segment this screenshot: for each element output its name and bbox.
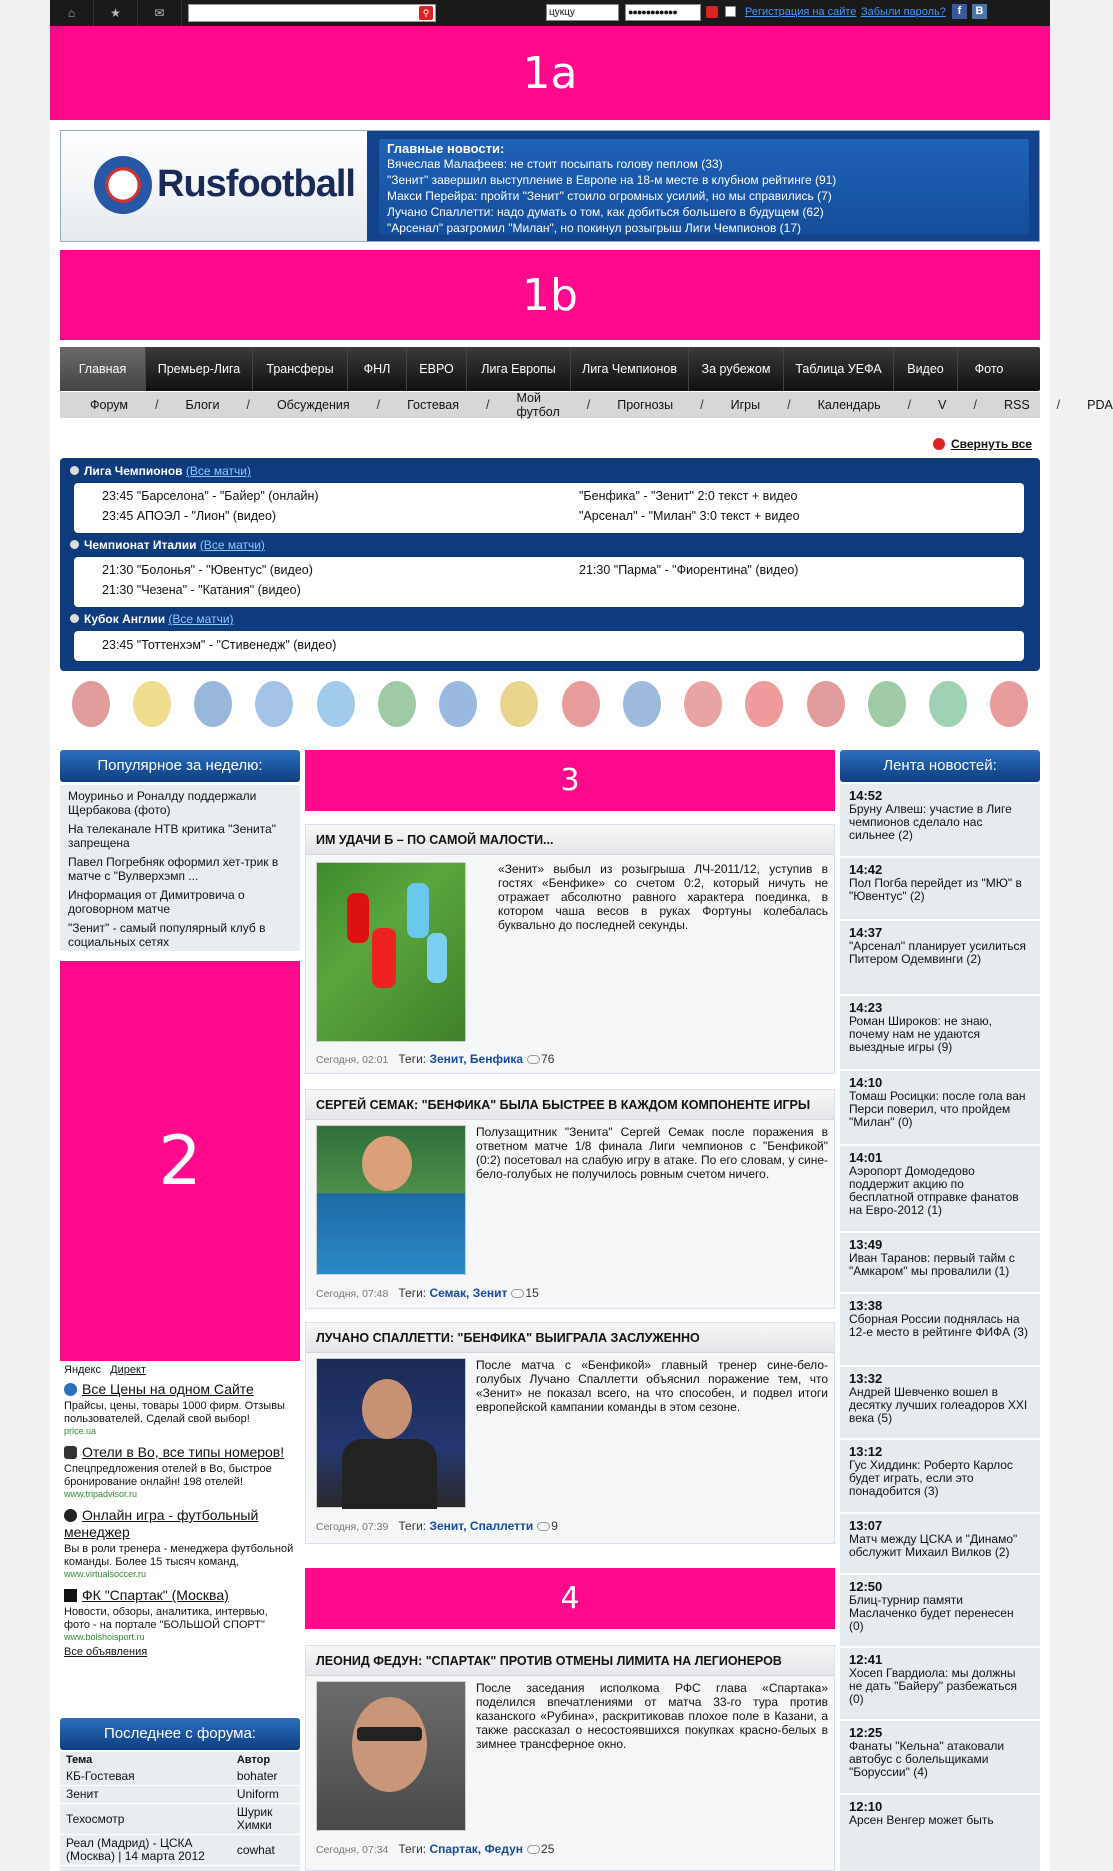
tags-label: Теги: [398,1842,427,1856]
team-logo-icon[interactable] [990,681,1028,727]
ad-block [60,1436,300,1499]
toggle-icon [70,614,79,623]
price-logo-icon [64,1383,77,1396]
feed-item[interactable]: 12:10 Арсен Венгер может быть [840,1795,1040,1871]
team-logo-icon[interactable] [439,681,477,727]
search-icon[interactable]: ⚲ [419,6,433,20]
ad-banner-2[interactable]: 2 [60,961,300,1361]
ad-url[interactable]: www.tripadvisor.ru [64,1489,138,1499]
main-news-item[interactable]: Вячеслав Малафеев: не стоит посыпать голову пеплом (33) [387,157,723,171]
ad-banner-3[interactable]: 3 [305,750,835,811]
article-title[interactable]: ЛУЧАНО СПАЛЛЕТТИ: "БЕНФИКА" ВЫИГРАЛА ЗАСЛУЖЕННО [306,1323,834,1353]
main-news-title: Главные новости: [387,141,505,156]
subnav-item-games[interactable]: Игры [730,398,761,412]
feed-item[interactable]: 12:41 Хосеп Гвардиола: мы должны не дать "Байеру" разбежаться (0) [840,1648,1040,1719]
forum-topic[interactable]: Зенит [60,1786,231,1804]
main-news-item[interactable]: Лучано Спаллетти: надо думать о том, как добиться большего в будущем (62) [387,205,824,219]
match-group-title[interactable]: Лига Чемпионов (Все матчи) [70,464,251,478]
article-image[interactable] [316,1125,466,1275]
forum-author[interactable]: Uniform [231,1786,300,1804]
ad-url[interactable]: www.bolshoisport.ru [64,1632,145,1642]
all-matches-link[interactable]: (Все матчи) [199,538,265,552]
ad-desc: Прайсы, цены, товары 1000 фирм. Отзывы пользователей. Сделай свой выбор! [64,1400,285,1425]
nav-item-europa-league[interactable]: Лига Европы [467,347,571,391]
team-logo-icon[interactable] [868,681,906,727]
article-card [305,1322,835,1544]
feed-item[interactable]: 13:12 Гус Хиддинк: Роберто Карлос будет играть, если это понадобится (3) [840,1440,1040,1512]
feed-item[interactable]: 12:50 Блиц-турнир памяти Маслаченко будет перенесен (0) [840,1575,1040,1646]
feed-item[interactable]: 14:37 "Арсенал" планирует усилиться Питером Одемвинги (2) [840,921,1040,994]
article-time: Сегодня, 07:39 [316,1521,389,1533]
article-meta [316,1052,554,1066]
subnav-item-rss[interactable]: RSS [1003,398,1030,412]
main-news-item[interactable]: "Арсенал" разгромил "Милан", но покинул розыгрыш Лиги Чемпионов (17) [387,221,801,235]
ad-banner-4[interactable]: 4 [305,1568,835,1629]
popular-item[interactable]: На телеканале НТВ критика "Зенита" запрещена [68,822,276,850]
main-nav [60,347,1040,391]
ad-banner-1b[interactable]: 1b [60,250,1040,340]
team-logo-icon[interactable] [255,681,293,727]
yandex-label[interactable]: Яндекс [64,1364,101,1376]
feed-item[interactable]: 14:23 Роман Широков: не знаю, почему нам не удаются выездные игры (9) [840,996,1040,1069]
feed-item[interactable]: 12:25 Фанаты "Кельна" атаковали автобус с болельщиками "Боруссии" (4) [840,1721,1040,1793]
feed-item[interactable]: 14:01 Аэропорт Домодедово поддержит акцию по бесплатной отправке фанатов на Евро-2012 (1) [840,1146,1040,1231]
main-news-item[interactable]: Макси Перейра: пройти "Зенит" стоило огромных усилий, но мы справились (7) [387,189,832,203]
remember-checkbox[interactable] [725,6,736,17]
subnav-item-pda[interactable]: PDA [1087,398,1113,412]
ad-desc: Спецпредложения отелей в Во, быстрое бронирование онлайн! 198 отелей! [64,1463,272,1488]
subnav-item-guestbook[interactable]: Гостевая [407,398,459,412]
comment-count[interactable]: 9 [551,1519,558,1533]
article-text: После матча с «Бенфикой» главный тренер сине-бело-голубых Лучано Спаллетти объяснил поражение тем, что «Зенит» не показал всего, на что способен, и подвел итоги европейской кампании команды в этом сезоне. [476,1358,828,1414]
popular-item[interactable]: Информация от Димитровича о договорном матче [68,888,245,916]
team-logo-icon[interactable] [317,681,355,727]
table-row [60,1835,300,1866]
article-title[interactable]: ЛЕОНИД ФЕДУН: "СПАРТАК" ПРОТИВ ОТМЕНЫ ЛИМИТА НА ЛЕГИОНЕРОВ [306,1646,834,1676]
team-logo-icon[interactable] [133,681,171,727]
article-image[interactable] [316,862,466,1042]
nav-item-euro[interactable]: ЕВРО [407,347,467,391]
nav-item-champions-league[interactable]: Лига Чемпионов [571,347,689,391]
comment-icon [527,1845,540,1854]
forum-table [60,1752,300,1871]
ad-url[interactable]: www.virtualsoccer.ru [64,1569,147,1579]
tags-label: Теги: [398,1286,427,1300]
feed-item[interactable]: 14:42 Пол Погба перейдет из "МЮ" в "Ювентус" (2) [840,858,1040,919]
team-logos-strip [60,673,1040,735]
forum-author[interactable]: cowhat [231,1835,300,1866]
article-tags[interactable]: Спартак, Федун [429,1842,524,1856]
nav-item-uefa-table[interactable]: Таблица УЕФА [784,347,894,391]
ad-title[interactable]: ФК "Спартак" (Москва) [64,1587,296,1604]
comment-count[interactable]: 76 [541,1052,555,1066]
subnav-item-v[interactable]: V [938,398,947,412]
main-news-item[interactable]: "Зенит" завершил выступление в Европе на 18-м месте в клубном рейтинге (91) [387,173,837,187]
yandex-direct-ads [60,1363,300,1703]
team-logo-icon[interactable] [929,681,967,727]
article-tags[interactable]: Зенит, Бенфика [429,1052,524,1066]
comment-icon [527,1055,540,1064]
all-matches-link[interactable]: (Все матчи) [168,612,234,626]
forum-author[interactable]: Шурик Химки [231,1804,300,1835]
team-logo-icon[interactable] [684,681,722,727]
team-logo-icon[interactable] [623,681,661,727]
ad-title[interactable]: Отели в Во, все типы номеров! [64,1444,296,1461]
feed-item[interactable]: 14:10 Томаш Росицки: после гола ван Перси поверил, что пройдем "Милан" (0) [840,1071,1040,1144]
table-row [60,1768,300,1786]
forum-col-topic: Тема [66,1754,93,1766]
article-text: Полузащитник "Зенита" Сергей Семак после поражения в ответном матче 1/8 финала Лиги чемпионов с "Бенфикой" (0:2) посетовал на слабую игру в атаке. По его словам, у сине-бело-голубых не получилось ровным счетом ничего. [476,1125,828,1181]
ad-desc: Вы в роли тренера - менеджера футбольной команды. Более 15 тысяч команд, [64,1543,294,1568]
subnav-item-discussions[interactable]: Обсуждения [276,398,350,412]
collapse-all-button[interactable] [933,437,1032,451]
article-tags[interactable]: Зенит, Спаллетти [429,1519,534,1533]
ad-title[interactable]: Все Цены на одном Сайте [64,1381,296,1398]
nav-item-photo[interactable]: Фото [974,362,1004,376]
subnav-item-forum[interactable]: Форум [90,398,128,412]
mail-icon[interactable]: ✉ [138,0,182,26]
ad-url[interactable]: price.ua [64,1426,97,1436]
popular-item[interactable]: Моуриньо и Роналду поддержали Щербакова (фото) [68,789,257,817]
ad-block [60,1499,300,1579]
logo-ball-icon [94,156,152,214]
team-logo-icon[interactable] [500,681,538,727]
news-feed [840,784,1040,1871]
logo-text: Rusfootball [157,163,355,205]
match-group-box [74,631,1024,661]
minus-circle-icon [933,438,945,450]
comment-icon [511,1289,524,1298]
match-item[interactable]: "Арсенал" - "Милан" 3:0 текст + видео [579,509,800,523]
article-text: После заседания исполкома РФС глава «Спартака» поделился впечатлениями от матча 33-го тура против казанского «Рубина», раскритиковав плохое поле в Казани, а также рассказал о несостоявшихся покупках красно-белых в зимнее трансферное окно. [476,1681,828,1751]
article-title[interactable]: СЕРГЕЙ СЕМАК: "БЕНФИКА" БЫЛА БЫСТРЕЕ В КАЖДОМ КОМПОНЕНТЕ ИГРЫ [306,1090,834,1120]
nav-item-transfers[interactable]: Трансферы [253,347,348,391]
article-meta [316,1286,539,1300]
all-matches-link[interactable]: (Все матчи) [185,464,252,478]
nav-item-fnl[interactable]: ФНЛ [348,347,407,391]
search-input[interactable] [188,4,436,22]
article-title[interactable]: ИМ УДАЧИ Б – ПО САМОЙ МАЛОСТИ... [306,825,834,855]
subnav-item-my-football[interactable]: Мой футбол [516,391,560,419]
ad-title[interactable]: Онлайн игра - футбольный менеджер [64,1507,259,1540]
popular-item[interactable]: "Зенит" - самый популярный клуб в социальных сетях [68,921,266,949]
nav-item-abroad[interactable]: За рубежом [689,347,784,391]
article-time: Сегодня, 07:34 [316,1844,389,1856]
popular-item[interactable]: Павел Погребняк оформил хет-трик в матче с "Вулверхэмп ... [68,855,279,883]
login-field[interactable]: цукцу [546,4,619,21]
match-group-box [74,483,1024,533]
popular-list [60,785,300,951]
forgot-password-link[interactable]: Забыли пароль? [861,6,946,18]
table-row [60,1804,300,1835]
forum-topic[interactable]: Реал (Мадрид) - ЦСКА (Москва) | 14 марта 2012 [60,1835,231,1866]
feed-item[interactable]: 13:07 Матч между ЦСКА и "Динамо" обслужит Михаил Вилков (2) [840,1514,1040,1573]
team-logo-icon[interactable] [807,681,845,727]
vk-icon[interactable]: B [972,4,987,19]
all-ads-link[interactable]: Все объявления [64,1646,148,1658]
match-item[interactable]: 21:30 "Болонья" - "Ювентус" (видео) [102,563,313,577]
direct-label[interactable]: Директ [110,1364,146,1376]
feed-item[interactable]: 14:52 Бруну Алвеш: участие в Лиге чемпионов сделало нас сильнее (2) [840,784,1040,856]
article-tags[interactable]: Семак, Зенит [429,1286,508,1300]
feed-item[interactable]: 13:38 Сборная России поднялась на 12-е место в рейтинге ФИФА (3) [840,1294,1040,1365]
tripadvisor-icon [64,1446,77,1459]
subnav-item-blogs[interactable]: Блоги [185,398,220,412]
site-logo[interactable] [61,131,367,241]
article-time: Сегодня, 07:48 [316,1288,389,1300]
subnav-item-predictions[interactable]: Прогнозы [617,398,674,412]
home-icon[interactable]: ⌂ [50,0,94,26]
tags-label: Теги: [398,1052,427,1066]
ad-banner-1a[interactable]: 1a [50,26,1050,120]
forum-topic[interactable]: КБ-Гостевая [60,1768,231,1786]
match-item[interactable]: 23:45 АПОЭЛ - "Лион" (видео) [102,509,277,523]
site-header [60,130,1040,242]
toggle-icon [70,540,79,549]
article-text: «Зенит» выбыл из розыгрыша ЛЧ-2011/12, уступив в гостях «Бенфике» со счетом 0:2, который ничуть не отражает абсолютно равного характера поединка, в котором чаша весов в руках Фортуны колебалась буквально до последней секунды. [498,862,828,932]
article-image[interactable] [316,1681,466,1831]
team-logo-icon[interactable] [194,681,232,727]
toggle-icon [70,466,79,475]
sub-nav: Форум / Блоги / Обсуждения / Гостевая / Мой футбол / Прогнозы / Игры / Календарь / V / RSS / PDA [60,392,1040,418]
comment-count[interactable]: 15 [525,1286,539,1300]
article-time: Сегодня, 02:01 [316,1054,389,1066]
article-card [305,1089,835,1309]
subnav-item-calendar[interactable]: Календарь [817,398,881,412]
forum-title: Последнее с форума: [60,1718,300,1750]
match-item[interactable]: "Бенфика" - "Зенит" 2:0 текст + видео [579,489,798,503]
news-feed-title: Лента новостей: [840,750,1040,782]
nav-item-video[interactable]: Видео [894,347,958,391]
forum-author[interactable]: bohater [231,1768,300,1786]
match-item[interactable]: 23:45 "Тоттенхэм" - "Стивенедж" (видео) [102,638,337,652]
comment-icon [537,1522,550,1531]
register-link[interactable]: Регистрация на сайте [745,6,857,18]
forum-col-author: Автор [236,1754,271,1766]
feed-item[interactable]: 13:32 Андрей Шевченко вошел в десятку лучших голеадоров XXI века (5) [840,1367,1040,1438]
yandex-direct-header [60,1363,300,1377]
article-image[interactable] [316,1358,466,1508]
match-group-title[interactable]: Кубок Англии (Все матчи) [70,612,234,626]
match-group-title[interactable]: Чемпионат Италии (Все матчи) [70,538,265,552]
article-card [305,1645,835,1871]
star-icon[interactable]: ★ [94,0,138,26]
team-logo-icon[interactable] [378,681,416,727]
tags-label: Теги: [398,1519,427,1533]
feed-item[interactable]: 13:49 Иван Таранов: первый тайм с "Амкаром" мы провалили (1) [840,1233,1040,1292]
team-logo-icon[interactable] [745,681,783,727]
article-card [305,824,835,1074]
ad-desc: Новости, обзоры, аналитика, интервью, фото - на портале "БОЛЬШОЙ СПОРТ" [64,1606,268,1631]
main-news-box [367,131,1039,241]
login-button[interactable] [706,6,718,18]
bolshoi-sport-icon [64,1589,77,1602]
match-item[interactable]: 21:30 "Парма" - "Фиорентина" (видео) [579,563,799,577]
ad-block [60,1377,300,1436]
match-item[interactable]: 23:45 "Барселона" - "Байер" (онлайн) [102,489,319,503]
matches-panel [60,458,1040,671]
popular-title: Популярное за неделю: [60,750,300,782]
article-meta [316,1842,554,1856]
comment-count[interactable]: 25 [541,1842,555,1856]
collapse-all-label: Свернуть все [951,437,1032,451]
match-item[interactable]: 21:30 "Чезена" - "Катания" (видео) [102,583,301,597]
nav-item-home[interactable]: Главная [60,347,146,391]
ad-block [60,1579,300,1642]
forum-topic[interactable]: Техосмотр [60,1804,231,1835]
facebook-icon[interactable]: f [952,4,967,19]
table-row [60,1786,300,1804]
team-logo-icon[interactable] [72,681,110,727]
nav-item-premier-league[interactable]: Премьер-Лига [146,347,253,391]
team-logo-icon[interactable] [562,681,600,727]
article-meta [316,1519,558,1533]
password-field[interactable]: ●●●●●●●●●●● [625,4,701,21]
match-group-box [74,557,1024,607]
soccer-ball-icon [64,1509,77,1522]
